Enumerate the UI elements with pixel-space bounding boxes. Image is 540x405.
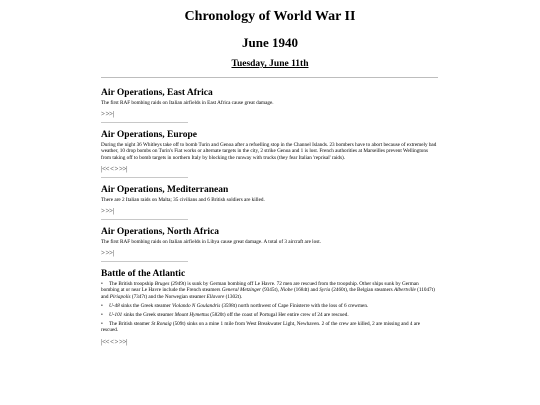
content: [101, 88, 438, 346]
item-text: (2949t) is sunk by German bombing off Le Havre. 72 men are rescued from the troopship. Other ships sunk by German bombing at or near Le Havre include the French steamers: [101, 281, 419, 294]
section-divider: [101, 219, 188, 220]
page-month: June 1940: [242, 35, 298, 50]
item-text: (2460t), the Belgian steamers: [330, 287, 394, 294]
section-heading: Air Operations, East Africa: [101, 88, 213, 98]
ship-name: Niobe: [280, 287, 293, 294]
item-text: (7347t) and the Norwegian steamer: [130, 293, 207, 300]
bullet-icon: •: [101, 281, 103, 288]
event-list: [101, 281, 438, 333]
next-icon[interactable]: >: [101, 249, 105, 258]
section-heading: Battle of the Atlantic: [101, 269, 186, 280]
top-divider: [101, 77, 438, 78]
page-title: Chronology of World War II: [184, 9, 356, 24]
section-heading: Air Operations, North Africa: [101, 227, 220, 238]
section-nav: [101, 166, 438, 173]
section-divider: [101, 261, 188, 262]
section-text: There are 2 Italian raids on Malta; 35 civilians and 6 British soldiers are killed.: [101, 196, 265, 203]
section-nav: [101, 111, 438, 118]
item-text: sinks the Greek steamer: [122, 312, 175, 319]
ship-name: General Metzinger: [221, 287, 262, 294]
first-icon[interactable]: |<<: [101, 337, 110, 346]
item-text: (5820t) off the coast of Portugal Her entire crew of 24 are rescued.: [209, 312, 349, 319]
ship-name: Violando N Goulandris: [171, 302, 221, 309]
item-text: The British steamer: [109, 321, 152, 328]
prev-icon[interactable]: <: [110, 337, 114, 346]
next-icon[interactable]: >: [101, 207, 105, 216]
prev-icon[interactable]: <: [110, 164, 114, 173]
section-nav: [101, 339, 438, 346]
bullet-icon: •: [101, 302, 103, 309]
section-europe: [101, 130, 438, 178]
list-item: [101, 303, 438, 309]
last-icon[interactable]: >>|: [105, 207, 114, 216]
section-heading: Air Operations, Europe: [101, 130, 197, 141]
section-east-africa: [101, 88, 438, 123]
last-icon[interactable]: >>|: [119, 337, 128, 346]
item-text: (11047t) and: [101, 287, 435, 300]
ship-name: Ellavore: [206, 293, 225, 300]
item-text: The British troopship: [109, 281, 155, 288]
list-item: [101, 321, 438, 333]
section-text: The first RAF bombing raids on Italian airfields in Libya cause great damage. A total of 3 aircraft are lost.: [101, 239, 321, 246]
section-heading: Air Operations, Mediterranean: [101, 184, 229, 195]
bullet-icon: •: [101, 312, 103, 319]
item-text: (9345t),: [261, 287, 281, 294]
section-text: During the night 36 Whitleys take off to bomb Turin and Genoa after a refuelling stop in the Channel Islands. 23 bombers have to abort because of extremely bad weather, 10 drop bombs on Turin's Fiat works or alternate targets in the city, 2 strike Genoa and 1 is lost. French authorities at Marseilles prevent Wellingtons from taking off to bomb targets in northern Italy by blocking the runway with trucks (they fear Italian 'reprisal' raids).: [101, 142, 437, 161]
next-icon[interactable]: >: [101, 110, 105, 119]
section-nav: [101, 250, 438, 257]
item-text: (1684t) and: [292, 287, 320, 294]
ship-name: U-48: [109, 302, 120, 309]
section-nav: [101, 208, 438, 215]
ship-name: Piriapolis: [109, 293, 131, 300]
ship-name: U-101: [109, 312, 123, 319]
section-mediterranean: [101, 185, 438, 220]
ship-name: Syria: [319, 287, 331, 294]
last-icon[interactable]: >>|: [119, 164, 128, 173]
ship-name: Albertville: [393, 287, 416, 294]
page-day: Tuesday, June 11th: [231, 59, 309, 69]
section-text: The first RAF bombing raids on Italian airfields in East Africa cause great damage.: [101, 100, 274, 106]
bullet-icon: •: [101, 321, 103, 328]
item-text: (509t) sinks on a mine 1 mile from West Breakwater Light, Newhaven. 2 of the crew are killed, 2 are missing and 4 are rescued.: [101, 321, 421, 334]
first-icon[interactable]: |<<: [101, 164, 110, 173]
section-divider: [101, 177, 188, 178]
item-text: (1302t).: [224, 293, 243, 300]
ship-name: Mount Hymettus: [174, 312, 209, 319]
section-north-africa: [101, 227, 438, 262]
next-icon[interactable]: >: [114, 337, 119, 346]
list-item: [101, 312, 438, 318]
list-item: [101, 281, 438, 300]
item-text: (3598t) north northwest of Cape Finisterre with the loss of 6 crewmen.: [220, 302, 369, 309]
last-icon[interactable]: >>|: [105, 110, 114, 119]
item-text: sinks the Greek steamer: [119, 302, 172, 309]
next-icon[interactable]: >: [114, 164, 119, 173]
section-atlantic: [101, 269, 438, 345]
ship-name: St Ronaig: [151, 321, 172, 328]
last-icon[interactable]: >>|: [105, 249, 114, 258]
section-divider: [101, 122, 188, 123]
ship-name: Bruges: [154, 281, 170, 288]
